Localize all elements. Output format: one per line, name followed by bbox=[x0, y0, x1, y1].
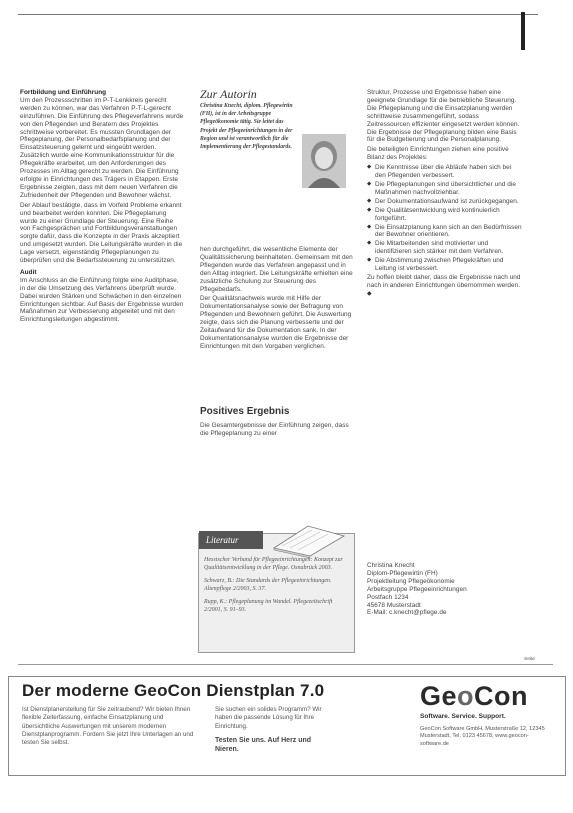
contact-line: E-Mail: c.knecht@pflege.de bbox=[367, 609, 447, 617]
footer-rule bbox=[18, 664, 553, 665]
literature-label: Literatur bbox=[206, 535, 239, 545]
header-rule bbox=[18, 14, 538, 15]
list-item: ◆ Die Einsatzplanung kann sich an den Bedürfnissen der Bewohner orientieren. bbox=[367, 224, 523, 240]
ad-tagline: Testen Sie uns. Auf Herz und Nieren. bbox=[215, 737, 312, 753]
author-box-title: Zur Autorin bbox=[200, 87, 257, 101]
contact-line: Projektleitung Pflegeökonomie bbox=[367, 577, 455, 585]
ad-headline: Der moderne GeoCon Dienstplan 7.0 bbox=[22, 681, 325, 700]
author-photo bbox=[302, 134, 346, 188]
list-item: ◆ Die Kenntnisse über die Abläufe haben sich bei den Pflegenden verbessert. bbox=[367, 164, 523, 180]
section-heading-ergebnis: Positives Ergebnis bbox=[200, 406, 290, 417]
contact-line: Arbeitsgruppe Pflegeeinrichtungen bbox=[367, 585, 467, 593]
ad-contact: GeoCon Software GmbH, Musterstraße 12, 12345 Musterstadt, Tel. 0123 45678, www.geocon-software.de bbox=[420, 726, 545, 747]
body-paragraph: Um den Prozessschritten im P-T-Lenkkreis gerecht werden zu können, war das Verfahren P-T-L-gerecht einzuführen. Die Einführung des Pflegeverfahrens wurde von den Pflegenden und Beratern des Projektes schrittweise vorbereitet. Es mussten Grundlagen der Pflegeplanung, der Personalbedarfsplanung und der Einsatzsteuerung gelernt und eingeübt werden. Zusätzlich wurde eine Kommunikationsstruktur für die Pflegekräfte erarbeitet, um den Anforderungen des Prozesses im Alltag gerecht zu werden. Die Einführung erfolgte in Einrichtungen des Trägers in Etappen. Erste Ergebnisse zeigten, dass mit dem neuen Verfahren die Zufriedenheit der Pflegenden und Bewohner wächst. bbox=[20, 96, 184, 199]
body-paragraph bbox=[367, 274, 523, 299]
author-bio: Christina Knecht, diplom. Pflegewirtin (FH), ist in der Arbeitsgruppe Pflegeökonomie tätig. Sie leitet das Projekt der Pflegeeinrichtungen in der Region und ist verantwortlich für die Implementierung der Pflegestandards. bbox=[200, 103, 293, 151]
body-paragraph: Der Ablauf bestätigte, dass im Vorfeld Probleme erkannt und bearbeitet werden konnten. Die Pflegeplanung wurde zu einer Grundlage der Steuerung. Eine Reihe von Fachgesprächen und Fortbildungsveranstaltungen sorgte dafür, dass die Konzepte in der Praxis akzeptiert und umgesetzt wurden. Die Leitungskräfte wurden in die Lage versetzt, eigenständig Pflegeplanungen zu überprüfen und die Bedarfssteuerung zu unterstützen. bbox=[20, 201, 183, 265]
column-middle bbox=[200, 246, 356, 402]
body-paragraph: Im Anschluss an die Einführung folgte eine Auditphase, in der die Umsetzung des Verfahrens überprüft wurde. Dabei wurden Stärken und Schwächen in den einzelnen Einrichtungen sichtbar. Auf Basis der Ergebnisse wurden Maßnahmen zur Verbesserung abgeleitet und mit den Einrichtungsleitungen abgestimmt. bbox=[20, 276, 184, 324]
contact-line: Diplom-Pflegewirtin (FH) bbox=[367, 569, 438, 577]
list-item: ◆ Die Pflegeplanungen sind übersichtlicher und die Maßnahmen nachvollziehbar. bbox=[367, 181, 523, 197]
ad-text-left: Ist Dienstplanerstellung für Sie zeitraubend? Wir bieten Ihnen flexible Zeiterfassung, einfache Einsatzplanung und übersichtliche Auswertungen mit unserem modernen Dienstplanprogramm. Fordern Sie jetzt Ihre Unterlagen an und testen Sie selbst. bbox=[22, 706, 194, 747]
contact-block bbox=[367, 562, 523, 617]
contact-name: Christina Knecht bbox=[367, 562, 415, 569]
literature-item: Rupp, K.: Pflegeplanung im Wandel. Pflegezeitschrift 2/2001, S. 91–93. bbox=[204, 598, 333, 614]
literature-item: Schwarz, B.: Die Standards der Pflegeeinrichtungen. Altenpflege 2/2003, S. 37. bbox=[204, 577, 332, 593]
closing-text: Zu hoffen bleibt daher, dass die Ergebnisse nach und nach in anderen Einrichtungen übernommen werden. bbox=[367, 273, 521, 289]
contact-line: 45678 Musterstadt bbox=[367, 601, 421, 609]
literature-list bbox=[204, 556, 350, 649]
column-left bbox=[20, 89, 185, 655]
end-mark-icon: ◆ bbox=[367, 290, 372, 297]
page-number: Seite bbox=[524, 657, 535, 662]
list-item: ◆ Die Qualitätsentwicklung wird kontinuierlich fortgeführt. bbox=[367, 207, 523, 223]
body-paragraph: hen durchgeführt, die wesentliche Elemente der Qualitätssicherung beinhalteten. Gemeinsam mit den Pflegenden wurde das Verfahren angepasst und in den Alltag integriert. Die Leitungskräfte erhielten eine zusätzliche Schulung zur Steuerung des Pflegebedarfs. bbox=[200, 246, 353, 293]
literature-item: Hessischer Verband für Pflegeeinrichtungen: Konzept zur Qualitätsentwicklung in der Pflege. Osnabrück 2003. bbox=[204, 557, 343, 572]
ad-text-middle: Sie suchen ein solides Programm? Wir haben die passende Lösung für Ihre Einrichtung. bbox=[215, 706, 322, 730]
body-paragraph: Struktur, Prozesse und Ergebnisse haben eine geeignete Grundlage für die betriebliche Steuerung. Die Pflegeplanung und die Einsatzplanung werden schrittweise zusammengeführt, sodass Zeitressourcen effizienter eingesetzt werden können. Die Ergebnisse der Pflegeplanung bilden eine Basis für die Budgetierung und die Personalplanung. bbox=[367, 89, 520, 144]
column-right bbox=[367, 89, 523, 551]
header-marker bbox=[521, 12, 525, 50]
ad-slogan: Software. Service. Support. bbox=[420, 713, 506, 720]
section-heading-audit: Audit bbox=[20, 268, 37, 276]
result-list bbox=[367, 164, 523, 273]
body-paragraph: Die Gesamtergebnisse der Einführung zeigen, dass die Pflegeplanung zu einer bbox=[200, 422, 349, 437]
section-heading-fortbildung: Fortbildung und Einführung bbox=[20, 89, 107, 96]
body-paragraph: Der Qualitätsnachweis wurde mit Hilfe der Dokumentationsanalyse sowie der Befragung von Pflegenden und Bewohnern geführt. Die Auswertung zeigte, dass sich die Planung verbesserte und der Zeitaufwand für die Dokumentation sank. In der Dokumentationsanalyse wurden die Ergebnisse der Einrichtungen mit den Vorgaben verglichen. bbox=[200, 295, 352, 350]
list-item: ◆ Die Mitarbeitenden sind motivierter und identifizieren sich stärker mit dem Verfahren. bbox=[367, 240, 523, 256]
contact-line: Postfach 1234 bbox=[367, 593, 409, 601]
geocon-logo: GeoCon bbox=[420, 681, 529, 711]
list-item: ◆ Der Dokumentationsaufwand ist zurückgegangen. bbox=[367, 198, 523, 206]
body-paragraph: Die beteiligten Einrichtungen ziehen eine positive Bilanz des Projektes: bbox=[367, 146, 509, 162]
list-item: ◆ Die Abstimmung zwischen Pflegekräften und Leitung ist verbessert. bbox=[367, 257, 523, 273]
